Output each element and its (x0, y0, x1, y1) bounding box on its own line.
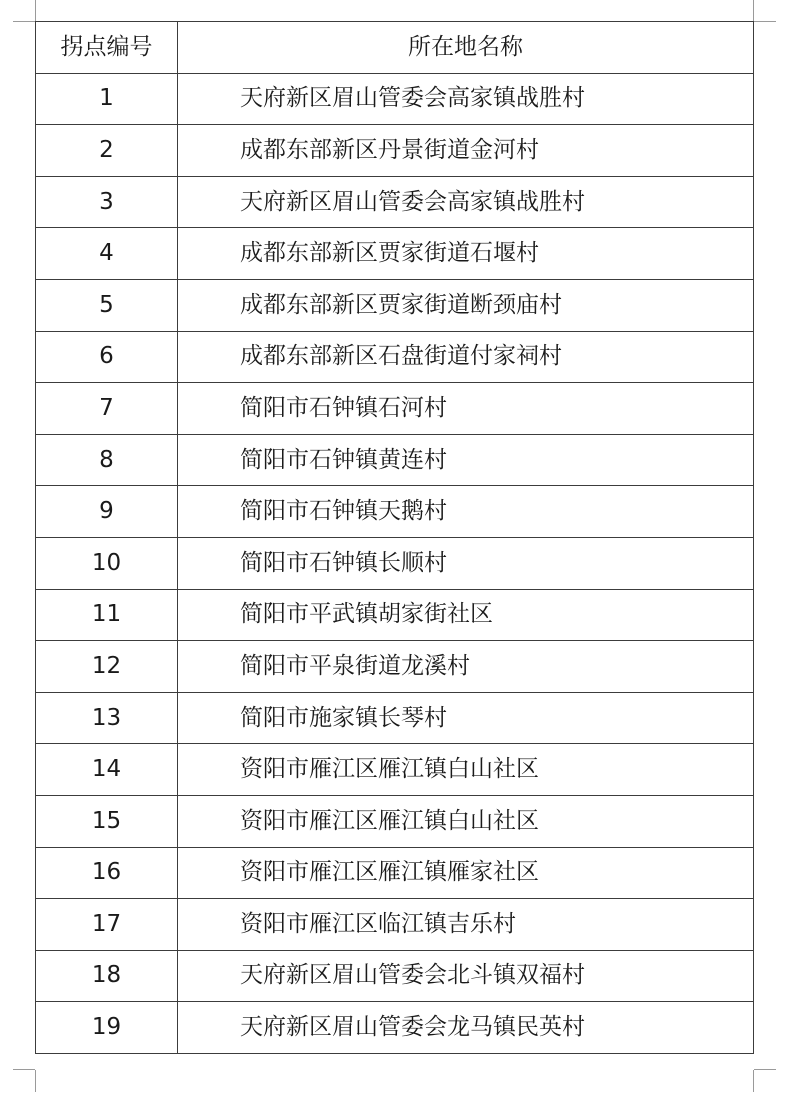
point-number-cell: 19 (36, 1002, 178, 1054)
location-name-cell: 天府新区眉山管委会龙马镇民英村 (178, 1002, 754, 1054)
point-number-cell: 8 (36, 434, 178, 486)
location-name-cell: 简阳市石钟镇长顺村 (178, 537, 754, 589)
point-number-cell: 14 (36, 744, 178, 796)
table-row (36, 847, 754, 899)
point-number-cell: 9 (36, 486, 178, 538)
table-body (36, 73, 754, 1053)
crop-mark-bottom-left (13, 1069, 35, 1070)
table-row (36, 279, 754, 331)
crop-mark-top-right (753, 0, 754, 22)
crop-mark-bottom-left (35, 1070, 36, 1092)
point-number-cell: 6 (36, 331, 178, 383)
point-number-cell: 16 (36, 847, 178, 899)
point-number-cell: 17 (36, 899, 178, 951)
point-number-cell: 4 (36, 228, 178, 280)
point-number-cell: 1 (36, 73, 178, 125)
table-row (36, 899, 754, 951)
location-name-cell: 资阳市雁江区雁江镇白山社区 (178, 795, 754, 847)
table-row (36, 383, 754, 435)
location-name-cell: 简阳市石钟镇石河村 (178, 383, 754, 435)
crop-mark-bottom-right (753, 1070, 754, 1092)
location-name-cell: 天府新区眉山管委会高家镇战胜村 (178, 73, 754, 125)
location-name-cell: 资阳市雁江区雁江镇雁家社区 (178, 847, 754, 899)
table-row (36, 641, 754, 693)
table-row (36, 589, 754, 641)
location-name-cell: 简阳市施家镇长琴村 (178, 692, 754, 744)
point-number-cell: 5 (36, 279, 178, 331)
point-number-cell: 18 (36, 950, 178, 1002)
point-number-cell: 13 (36, 692, 178, 744)
table-row (36, 950, 754, 1002)
crop-mark-bottom-right (754, 1069, 776, 1070)
table-row (36, 125, 754, 177)
location-name-cell: 成都东部新区贾家街道石堰村 (178, 228, 754, 280)
table-row (36, 795, 754, 847)
point-number-cell: 10 (36, 537, 178, 589)
header-location-name: 所在地名称 (178, 22, 754, 74)
table-row (36, 331, 754, 383)
table-row (36, 486, 754, 538)
table-row (36, 1002, 754, 1054)
point-number-cell: 15 (36, 795, 178, 847)
location-name-cell: 天府新区眉山管委会高家镇战胜村 (178, 176, 754, 228)
table-row (36, 73, 754, 125)
table-row (36, 434, 754, 486)
point-number-cell: 2 (36, 125, 178, 177)
site-location-table (35, 21, 754, 1054)
crop-mark-top-left (13, 21, 35, 22)
location-name-cell: 简阳市石钟镇黄连村 (178, 434, 754, 486)
location-name-cell: 资阳市雁江区临江镇吉乐村 (178, 899, 754, 951)
point-number-cell: 12 (36, 641, 178, 693)
table-row (36, 692, 754, 744)
table-header-row (36, 22, 754, 74)
table-row (36, 176, 754, 228)
table-row (36, 537, 754, 589)
point-number-cell: 11 (36, 589, 178, 641)
point-number-cell: 3 (36, 176, 178, 228)
location-name-cell: 简阳市石钟镇天鹅村 (178, 486, 754, 538)
crop-mark-top-left (35, 0, 36, 22)
location-name-cell: 天府新区眉山管委会北斗镇双福村 (178, 950, 754, 1002)
location-name-cell: 成都东部新区贾家街道断颈庙村 (178, 279, 754, 331)
crop-mark-top-right (754, 21, 776, 22)
header-point-number: 拐点编号 (36, 22, 178, 74)
location-name-cell: 成都东部新区丹景街道金河村 (178, 125, 754, 177)
location-name-cell: 成都东部新区石盘街道付家祠村 (178, 331, 754, 383)
location-name-cell: 简阳市平泉街道龙溪村 (178, 641, 754, 693)
table-row (36, 228, 754, 280)
point-number-cell: 7 (36, 383, 178, 435)
table-row (36, 744, 754, 796)
location-name-cell: 资阳市雁江区雁江镇白山社区 (178, 744, 754, 796)
location-name-cell: 简阳市平武镇胡家街社区 (178, 589, 754, 641)
